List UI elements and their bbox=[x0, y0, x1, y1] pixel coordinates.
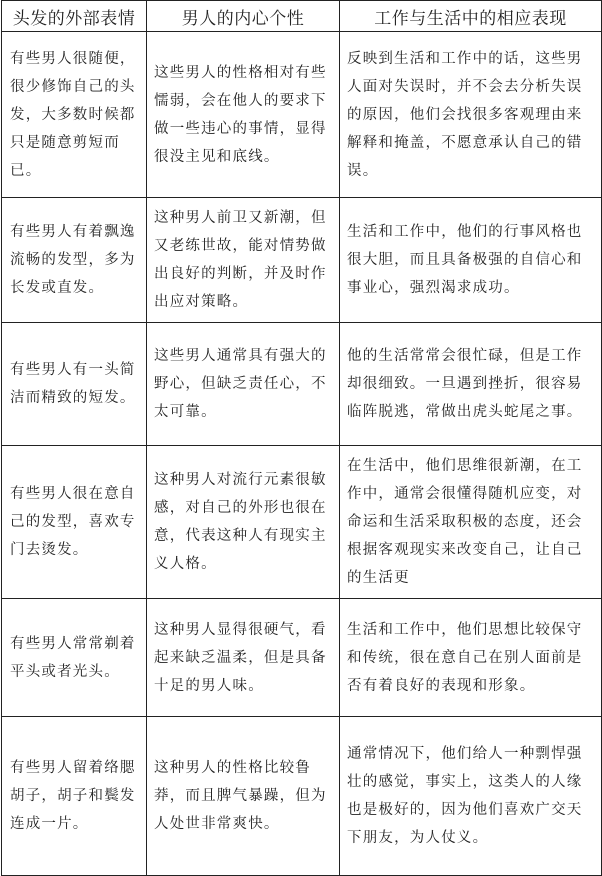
behavior-cell bbox=[340, 198, 602, 323]
behavior-cell bbox=[340, 32, 602, 198]
hair-cell bbox=[2, 717, 147, 876]
hair-text: 有些男人有一头简洁而精致的短发。 bbox=[10, 362, 136, 406]
personality-cell bbox=[147, 717, 340, 876]
header-work-life-behavior: 工作与生活中的相应表现 bbox=[340, 1, 602, 32]
hair-text: 有些男人留着络腮胡子，胡子和鬓发连成一片。 bbox=[10, 760, 136, 832]
table-row bbox=[2, 323, 602, 446]
behavior-text: 生活和工作中，他们思想比较保守和传统，很在意自己在别人面前是否有着良好的表现和形象。 bbox=[347, 621, 583, 694]
hair-text: 有些男人很随便，很少修饰自己的头发，大多数时候都只是随意剪短而已。 bbox=[10, 50, 136, 179]
hair-text: 有些男人常常剃着平头或者光头。 bbox=[10, 635, 136, 680]
personality-cell bbox=[147, 32, 340, 198]
hair-text: 有些男人有着飘逸流畅的发型，多为长发或直发。 bbox=[10, 224, 136, 296]
hair-text: 有些男人很在意自己的发型，喜欢专门去烫发。 bbox=[10, 486, 136, 558]
hair-personality-table bbox=[1, 0, 602, 876]
behavior-text: 他的生活常常会很忙碌，但是工作却很细致。一旦遇到挫折，很容易临阵脱逃，常做出虎头蛇尾之事。 bbox=[347, 348, 583, 420]
hair-cell bbox=[2, 198, 147, 323]
table-row bbox=[2, 446, 602, 599]
personality-cell bbox=[147, 599, 340, 717]
personality-text: 这些男人的性格相对有些懦弱，会在他人的要求下做一些违心的事情，显得很没主见和底线。 bbox=[154, 64, 327, 165]
personality-cell bbox=[147, 446, 340, 599]
personality-text: 这种男人对流行元素很敏感，对自己的外形也很在意，代表这种人有现实主义人格。 bbox=[154, 472, 327, 572]
hair-cell bbox=[2, 446, 147, 599]
hair-cell bbox=[2, 599, 147, 717]
hair-cell bbox=[2, 32, 147, 198]
behavior-cell bbox=[340, 717, 602, 876]
personality-text: 这种男人显得很硬气，看起来缺乏温柔，但是具备十足的男人味。 bbox=[154, 621, 327, 694]
personality-cell bbox=[147, 323, 340, 446]
table-header-row bbox=[2, 1, 602, 32]
behavior-cell bbox=[340, 323, 602, 446]
personality-text: 这些男人通常具有强大的野心，但缺乏责任心，不太可靠。 bbox=[154, 348, 327, 420]
header-hair-expression: 头发的外部表情 bbox=[2, 1, 147, 32]
behavior-cell bbox=[340, 599, 602, 717]
hair-cell bbox=[2, 323, 147, 446]
behavior-text: 通常情况下，他们给人一种剽悍强壮的感觉，事实上，这类人的人缘也是极好的，因为他们喜欢广交天下朋友，为人仗义。 bbox=[347, 746, 583, 846]
behavior-text: 反映到生活和工作中的话，这些男人面对失误时，并不会去分析失误的原因，他们会找很多客观理由来解释和掩盖，不愿意承认自己的错误。 bbox=[347, 50, 583, 179]
table-row bbox=[2, 599, 602, 717]
table-row bbox=[2, 32, 602, 198]
personality-cell bbox=[147, 198, 340, 323]
behavior-text: 在生活中，他们思维很新潮，在工作中，通常会很懂得随机应变，对命运和生活采取积极的态度，还会根据客观现实来改变自己，让自己的生活更 bbox=[347, 458, 583, 586]
table-row bbox=[2, 198, 602, 323]
table-row bbox=[2, 717, 602, 876]
personality-text: 这种男人前卫又新潮，但又老练世故，能对情势做出良好的判断，并及时作出应对策略。 bbox=[154, 210, 327, 310]
personality-text: 这种男人的性格比较鲁莽，而且脾气暴躁，但为人处世非常爽快。 bbox=[154, 760, 327, 832]
header-inner-personality: 男人的内心个性 bbox=[147, 1, 340, 32]
behavior-text: 生活和工作中，他们的行事风格也很大胆，而且具备极强的自信心和事业心，强烈渴求成功。 bbox=[347, 224, 583, 296]
behavior-cell bbox=[340, 446, 602, 599]
